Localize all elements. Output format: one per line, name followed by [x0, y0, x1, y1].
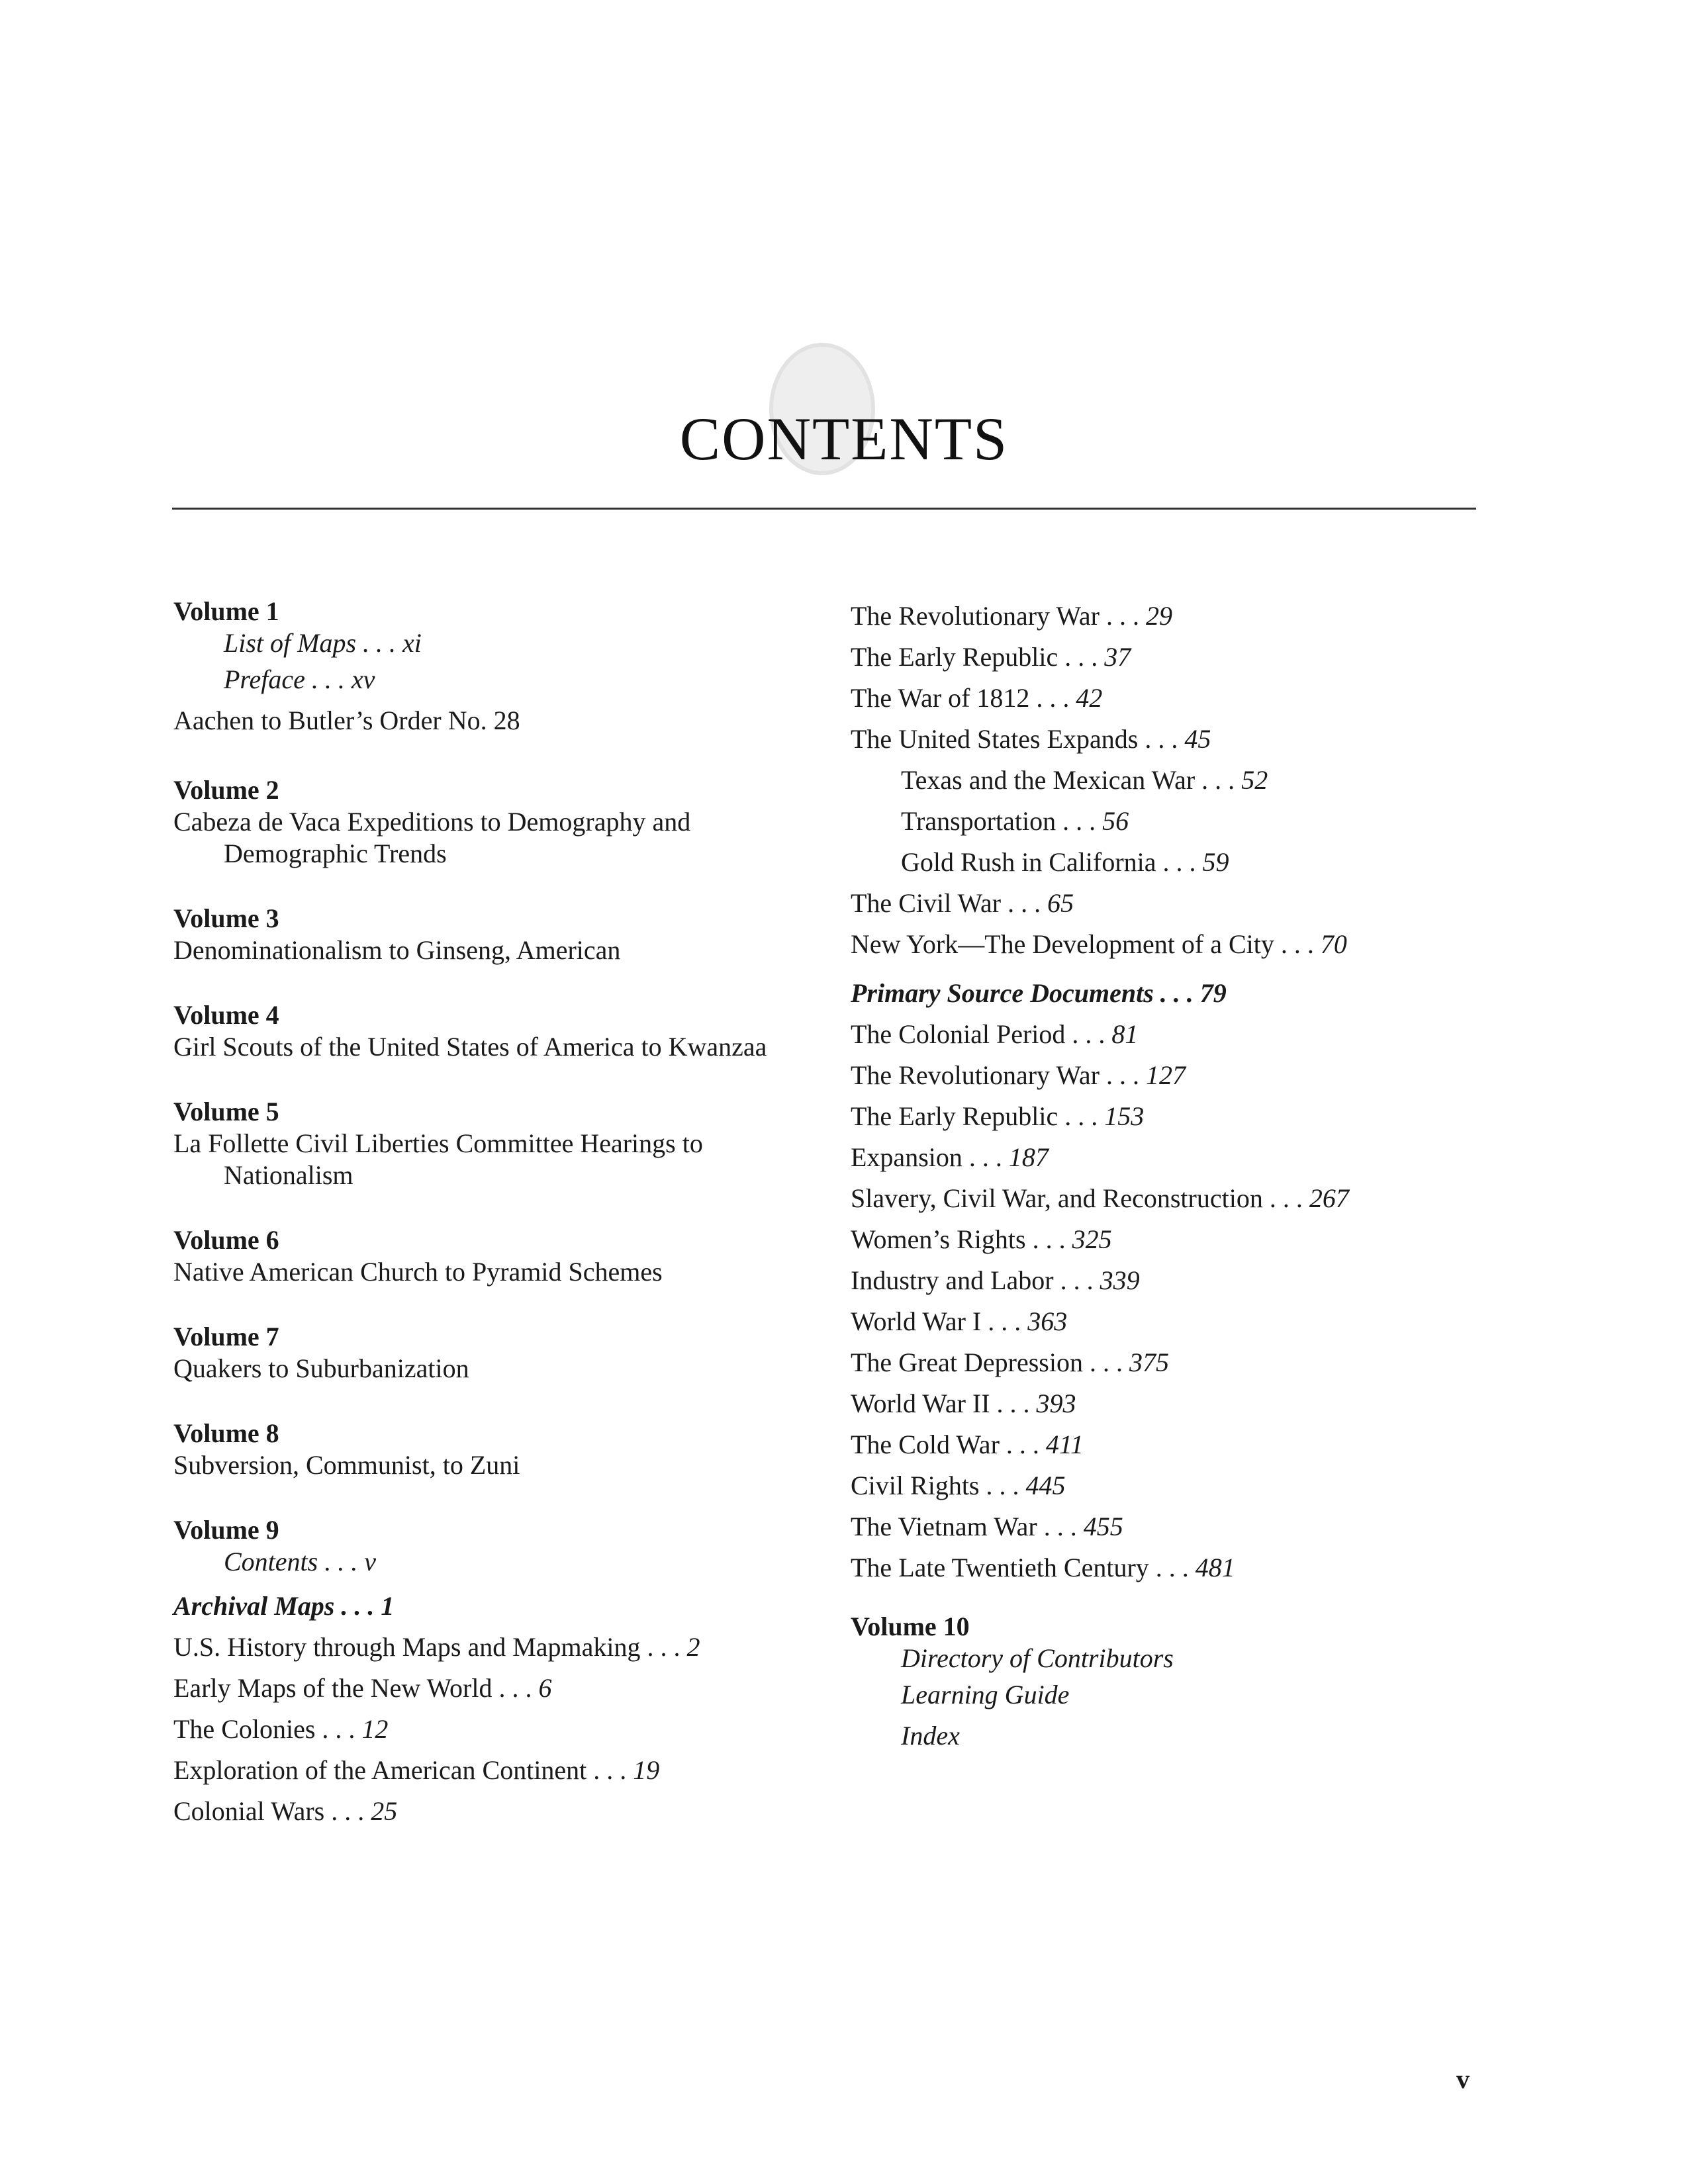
front-matter-entry[interactable] — [173, 627, 835, 659]
toc-entry[interactable] — [851, 678, 1513, 719]
toc-entry[interactable] — [851, 1178, 1513, 1219]
toc-entry[interactable] — [851, 1465, 1513, 1506]
entry-page: 42 — [1076, 683, 1103, 713]
entry-page: 375 — [1129, 1347, 1169, 1377]
entry-title: Women’s Rights . . . — [851, 1224, 1072, 1254]
toc-subentry[interactable] — [851, 842, 1513, 883]
entry-title: Industry and Labor . . . — [851, 1265, 1100, 1295]
entry-title: The Colonies . . . — [173, 1714, 362, 1744]
toc-entry[interactable] — [851, 596, 1513, 637]
toc-entry[interactable] — [851, 1506, 1513, 1547]
entry-title: The Late Twentieth Century . . . — [851, 1553, 1196, 1582]
entry-title: Contents . . . — [224, 1547, 365, 1576]
toc-subentry[interactable] — [851, 801, 1513, 842]
entry-page: 325 — [1072, 1224, 1112, 1254]
volume-heading: Volume 3 — [173, 903, 279, 933]
entry-page: 127 — [1145, 1060, 1186, 1090]
entry-title: The Civil War . . . — [851, 888, 1048, 918]
entry-page: 445 — [1025, 1471, 1066, 1500]
volume-heading: Volume 4 — [173, 1000, 279, 1030]
entry-title: Exploration of the American Continent . . . — [173, 1755, 633, 1785]
volume-group — [173, 1224, 835, 1288]
entry-page: 2 — [686, 1632, 700, 1662]
entry-page: 37 — [1104, 642, 1131, 672]
entry-title: U.S. History through Maps and Mapmaking . . . — [173, 1632, 687, 1662]
entry-page: 481 — [1195, 1553, 1235, 1582]
entry-page: 59 — [1202, 847, 1229, 877]
entry-title: The Great Depression . . . — [851, 1347, 1129, 1377]
entry-title: The War of 1812 . . . — [851, 683, 1076, 713]
toc-entry[interactable] — [851, 1219, 1513, 1260]
toc-entry[interactable] — [173, 1750, 835, 1791]
volume-9-group — [173, 1514, 835, 1832]
toc-entry[interactable] — [851, 1014, 1513, 1055]
volume-group — [173, 903, 835, 966]
volume-heading: Volume 1 — [173, 596, 279, 626]
entry-page: 393 — [1036, 1388, 1076, 1418]
volume-range: Aachen to Butler’s Order No. 28 — [173, 705, 520, 735]
toc-entry[interactable] — [851, 1342, 1513, 1383]
volume-range: La Follette Civil Liberties Committee Hearings to Nationalism — [173, 1128, 703, 1190]
left-column — [173, 596, 835, 1832]
entry-page: 45 — [1184, 724, 1211, 754]
entry-page: v — [364, 1547, 376, 1576]
volume-10-item[interactable]: Index — [901, 1721, 960, 1751]
volume-heading: Volume 8 — [173, 1418, 279, 1448]
toc-entry[interactable] — [851, 1547, 1513, 1588]
volume-group — [173, 999, 835, 1063]
toc-entry[interactable] — [851, 924, 1513, 965]
volume-group — [173, 1418, 835, 1481]
entry-page: 187 — [1008, 1142, 1049, 1172]
page-title: CONTENTS — [679, 405, 1009, 473]
entry-page: 29 — [1145, 601, 1172, 631]
section-heading-archival-maps[interactable]: Archival Maps . . . 1 — [173, 1591, 395, 1621]
entry-title: The Early Republic . . . — [851, 642, 1105, 672]
toc-entry[interactable] — [851, 1055, 1513, 1096]
page-number: v — [1456, 2064, 1470, 2094]
entry-title: World War II . . . — [851, 1388, 1037, 1418]
entry-page: 52 — [1241, 765, 1268, 795]
volume-range: Denominationalism to Ginseng, American — [173, 935, 621, 965]
toc-entry[interactable] — [173, 1791, 835, 1832]
entry-page: 6 — [538, 1673, 552, 1703]
toc-entry[interactable] — [851, 1137, 1513, 1178]
title-block — [0, 338, 1688, 490]
entry-title: Colonial Wars . . . — [173, 1796, 371, 1826]
toc-entry[interactable] — [851, 1260, 1513, 1301]
entry-page: 339 — [1100, 1265, 1140, 1295]
volume-range: Native American Church to Pyramid Schemes — [173, 1257, 663, 1287]
entry-page: 12 — [361, 1714, 389, 1744]
volume-10-item[interactable]: Directory of Contributors — [901, 1643, 1174, 1673]
volume-heading: Volume 10 — [851, 1612, 970, 1641]
volume-heading: Volume 6 — [173, 1225, 279, 1255]
entry-title: The Early Republic . . . — [851, 1101, 1105, 1131]
volume-10-item[interactable]: Learning Guide — [901, 1680, 1070, 1709]
volume-heading: Volume 7 — [173, 1322, 279, 1351]
volume-heading: Volume 9 — [173, 1515, 279, 1545]
toc-subentry[interactable] — [851, 760, 1513, 801]
entry-title: The United States Expands . . . — [851, 724, 1185, 754]
entry-page: 153 — [1104, 1101, 1145, 1131]
entry-title: The Colonial Period . . . — [851, 1019, 1112, 1049]
volume-group — [173, 774, 835, 870]
entry-page: 363 — [1027, 1306, 1068, 1336]
entry-page: 70 — [1320, 929, 1347, 959]
volume-range: Girl Scouts of the United States of America to Kwanzaa — [173, 1032, 767, 1062]
entry-page: 267 — [1309, 1183, 1349, 1213]
entry-title: New York—The Development of a City . . . — [851, 929, 1321, 959]
entry-title: Slavery, Civil War, and Reconstruction . . . — [851, 1183, 1309, 1213]
toc-entry[interactable] — [173, 1668, 835, 1709]
entry-page: 81 — [1111, 1019, 1139, 1049]
toc-entry[interactable] — [851, 1301, 1513, 1342]
entry-title: The Revolutionary War . . . — [851, 601, 1146, 631]
entry-title: The Revolutionary War . . . — [851, 1060, 1146, 1090]
toc-entry[interactable] — [851, 883, 1513, 924]
toc-entry[interactable] — [851, 1383, 1513, 1424]
right-column — [851, 596, 1513, 1756]
title-rule — [172, 508, 1476, 510]
entry-title: Expansion . . . — [851, 1142, 1009, 1172]
entry-page: 56 — [1102, 806, 1129, 836]
toc-entry[interactable] — [851, 719, 1513, 760]
front-matter-entry[interactable] — [173, 1546, 835, 1578]
entry-page: 411 — [1045, 1430, 1084, 1459]
entry-title: Texas and the Mexican War . . . — [901, 765, 1242, 795]
volume-1-group — [173, 596, 835, 741]
entry-page: xv — [351, 664, 375, 694]
section-heading-primary-sources[interactable]: Primary Source Documents . . . 79 — [851, 978, 1227, 1008]
volume-group — [173, 1096, 835, 1191]
entry-title: World War I . . . — [851, 1306, 1028, 1336]
toc-entry[interactable] — [173, 1709, 835, 1750]
entry-title: Transportation . . . — [901, 806, 1103, 836]
entry-title: Gold Rush in California . . . — [901, 847, 1203, 877]
entry-title: The Vietnam War . . . — [851, 1512, 1084, 1541]
volume-heading: Volume 2 — [173, 775, 279, 805]
entry-page: 455 — [1083, 1512, 1123, 1541]
entry-page: 25 — [371, 1796, 398, 1826]
volume-range: Cabeza de Vaca Expeditions to Demography and Demographic Trends — [173, 807, 691, 868]
entry-title: Civil Rights . . . — [851, 1471, 1026, 1500]
entry-page: 19 — [633, 1755, 660, 1785]
entry-title: Preface . . . — [224, 664, 352, 694]
entry-page: xi — [402, 628, 422, 658]
volume-heading: Volume 5 — [173, 1097, 279, 1126]
toc-entry[interactable] — [173, 1627, 835, 1668]
entry-title: The Cold War . . . — [851, 1430, 1046, 1459]
volume-range: Subversion, Communist, to Zuni — [173, 1450, 520, 1480]
entry-title: List of Maps . . . — [224, 628, 403, 658]
volume-group — [173, 1321, 835, 1385]
entry-title: Early Maps of the New World . . . — [173, 1673, 539, 1703]
entry-page: 65 — [1047, 888, 1074, 918]
toc-entry[interactable] — [851, 1424, 1513, 1465]
volume-range: Quakers to Suburbanization — [173, 1353, 469, 1383]
front-matter-entry[interactable] — [173, 659, 835, 700]
toc-entry[interactable] — [851, 637, 1513, 678]
toc-entry[interactable] — [851, 1096, 1513, 1137]
